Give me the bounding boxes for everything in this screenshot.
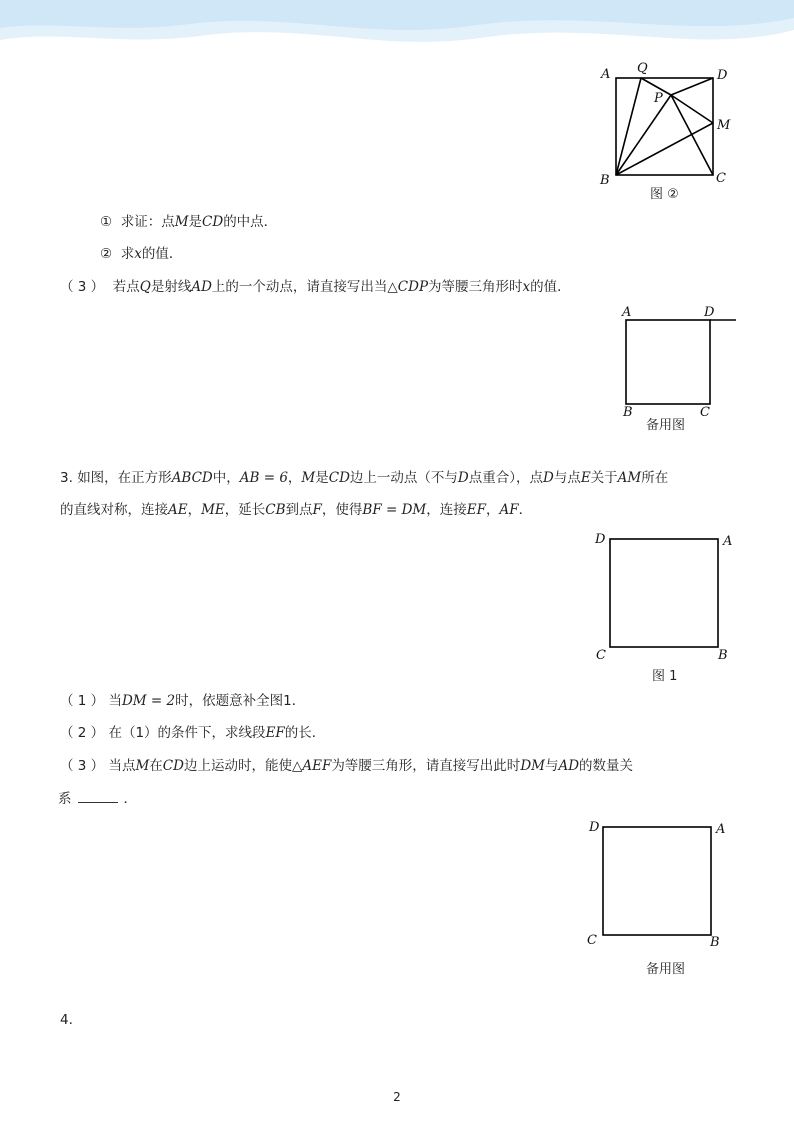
spare1-label-c: C	[700, 405, 710, 420]
spare1-caption: 备用图	[646, 418, 686, 433]
q2-item1: ① 求证：点M是CD的中点．	[100, 214, 278, 230]
spare2-label-c: C	[587, 933, 597, 948]
fig2-label-b: B	[600, 173, 610, 188]
fig1-label-a: A	[723, 534, 733, 549]
page-number: 2	[393, 1090, 401, 1104]
q3-stem-line2: 的直线对称，连接AE，ME，延长CB到点F，使得BF = DM，连接EF，AF．	[60, 502, 533, 518]
fig1-label-b: B	[718, 648, 728, 663]
q3-part3: （ 3 ） 当点M在CD边上运动时，能使△AEF为等腰三角形，请直接写出此时DM与AD的数量关	[60, 758, 634, 774]
spare1-label-b: B	[623, 405, 633, 420]
q4-number: 4.	[60, 1012, 73, 1028]
fig2-label-d: D	[717, 68, 728, 83]
spare2-caption: 备用图	[646, 962, 686, 977]
spare1-label-a: A	[622, 305, 632, 320]
header-wave-decoration	[0, 0, 794, 60]
fig2-label-c: C	[716, 171, 726, 186]
figure-1	[592, 527, 742, 663]
fig2-label-p: P	[654, 91, 663, 106]
q3-part3-line2: 系 ．	[58, 791, 137, 807]
q3-part1: （ 1 ） 当DM = 2时，依题意补全图1．	[60, 693, 306, 709]
spare-figure-1	[615, 302, 740, 420]
figure-2	[596, 58, 744, 190]
fig1-label-d: D	[595, 532, 606, 547]
q3-stem-line1: 3. 如图，在正方形ABCD中，AB = 6，M是CD边上一动点（不与D点重合），点D与点E关于AM所在	[60, 470, 669, 486]
fig2-caption: 图 ②	[650, 187, 679, 202]
q3-part2: （ 2 ） 在（1）的条件下，求线段EF的长．	[60, 725, 326, 741]
spare2-label-a: A	[716, 822, 726, 837]
fig1-label-c: C	[596, 648, 606, 663]
fig2-label-q: Q	[637, 61, 648, 76]
spare2-label-b: B	[710, 935, 720, 950]
fig1-caption: 图 1	[652, 669, 678, 684]
q2-part3: （ 3 ） 若点Q是射线AD上的一个动点，请直接写出当△CDP为等腰三角形时x的值．	[60, 279, 571, 295]
spare1-label-d: D	[704, 305, 715, 320]
answer-blank[interactable]	[78, 789, 118, 803]
spare2-label-d: D	[589, 820, 600, 835]
spare-figure-2	[584, 815, 734, 951]
q2-item2: ② 求x的值．	[100, 246, 183, 262]
fig2-label-m: M	[717, 118, 731, 133]
fig2-label-a: A	[601, 67, 611, 82]
